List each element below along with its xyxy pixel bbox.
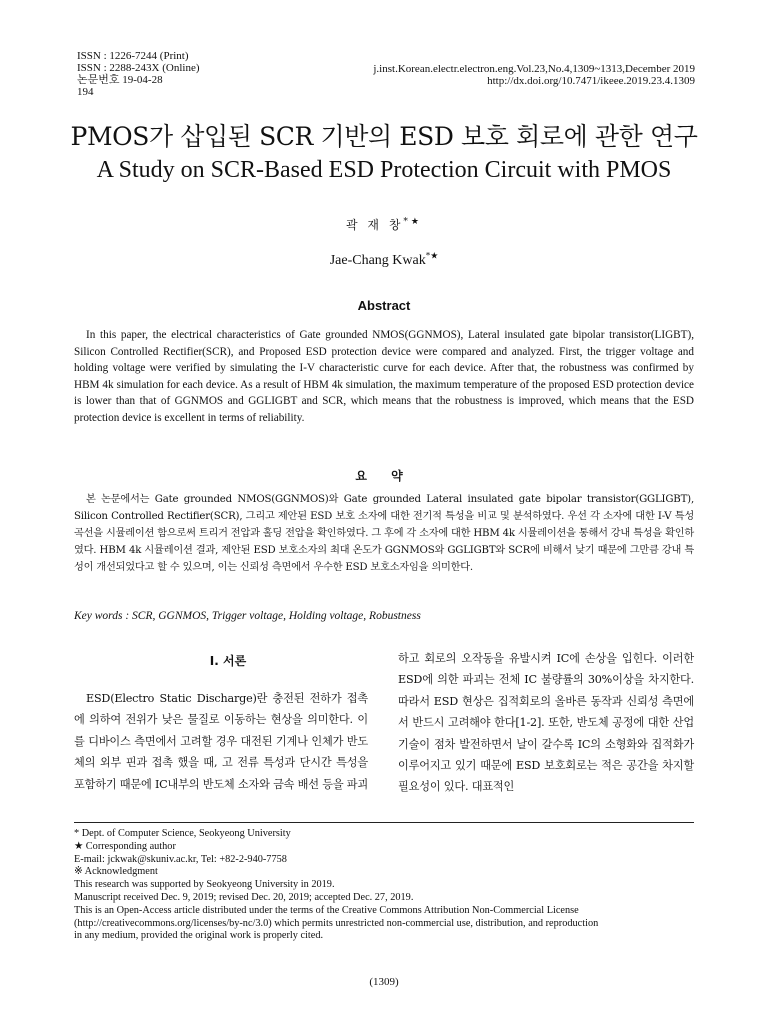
author-marks: *★ bbox=[403, 217, 422, 227]
journal-citation: j.inst.Korean.electr.electron.eng.Vol.23,No.4,1309~1313,December 2019 bbox=[373, 63, 695, 75]
footnote-license-1: This is an Open-Access article distributed under the terms of the Creative Commons Attribution Non-Commercial License bbox=[74, 904, 579, 916]
footnote-license-2: (http://creativecommons.org/licenses/by-nc/3.0) which permits unrestricted non-commercial use, distribution, and reproduction bbox=[74, 917, 599, 929]
footnote-corresponding: ★ Corresponding author bbox=[74, 840, 176, 852]
korean-abstract-text: 본 논문에서는 Gate grounded NMOS(GGNMOS)와 Gate grounded Lateral insulated gate bipolar transistor(GGLIGBT), Silicon Controlled Rectifier(SCR), 그리고 제안된 ESD 보호 소자에 대한 전기적 특성을 비교 및 분석하였다. 우선 각 소자에 대한 I-V 특성 곡선을 시뮬레이션 함으로써 트리거 전압과 홀딩 전압을 확인하였다. 그 후에 각 소자에 대한 HBM 4k 시뮬레이션을 통해서 강내 특성을 확인하였다. HBM 4k 시뮬레이션 결과, 제안된 ESD 보호소자의 최대 온도가 GGNMOS와 GGLIGBT와 SCR에 비해서 낮기 때문에 그만큼 강내 특성이 개선되었다고 할 수 있으며, 이는 신뢰성 측면에서 우수한 ESD 보호소자임을 의미한다. bbox=[74, 494, 694, 573]
body-right-column: 하고 회로의 오작동을 유발시켜 IC에 손상을 입힌다. 이러한 ESD에 의한 파괴는 전체 IC 불량률의 30%이상을 차지한다. 따라서 ESD 현상은 집적회로의 올바른 동작과 신뢰성 측면에서 반드시 고려해야 한다[1-2]. 또한, 반도체 공정에 대한 산업 기술이 점차 발전하면서 날이 갈수록 IC의 소형화와 집적화가 이루어지고 있기 때문에 ESD 보호회로는 적은 공간을 차지할 필요성이 있다. 대표적인 bbox=[398, 652, 694, 794]
author-english bbox=[0, 250, 768, 269]
title-english: A Study on SCR-Based ESD Protection Circuit with PMOS bbox=[96, 157, 672, 183]
author-korean bbox=[0, 216, 768, 233]
page-number: (1309) bbox=[369, 976, 399, 988]
section-heading: Ⅰ. 서론 bbox=[209, 654, 247, 668]
footnote-email: E-mail: jckwak@skuniv.ac.kr, Tel: +82-2-940-7758 bbox=[74, 853, 287, 865]
footnotes bbox=[74, 828, 696, 943]
footnote-ack-text: This research was supported by Seokyeong University in 2019. bbox=[74, 879, 335, 891]
issn-online: ISSN : 2288-243X (Online) bbox=[77, 62, 200, 74]
author-name-korean: 곽 재 창 bbox=[346, 218, 404, 232]
footnote-manuscript: Manuscript received Dec. 9, 2019; revised Dec. 20, 2019; accepted Dec. 27, 2019. bbox=[74, 891, 414, 903]
title-korean: PMOS가 삽입된 SCR 기반의 ESD 보호 회로에 관한 연구 bbox=[70, 122, 698, 151]
footnote-ack-label: ※ Acknowledgment bbox=[74, 866, 158, 878]
paper-number: 논문번호 19-04-28 bbox=[77, 74, 163, 86]
body-left-column: ESD(Electro Static Discharge)란 충전된 전하가 접촉에 의하여 전위가 낮은 물질로 이동하는 현상을 의미한다. 이를 디바이스 측면에서 고려할 경우 대전된 기계나 인체가 반도체의 외부 핀과 접촉 했을 때, 고 전류 특성과 단시간 특성을 포함하기 때문에 IC내부의 반도체 소자와 금속 배선 등을 파괴 bbox=[74, 692, 369, 791]
issn-block bbox=[77, 50, 200, 98]
serial-number: 194 bbox=[77, 86, 94, 98]
doi-link: http://dx.doi.org/10.7471/ikeee.2019.23.4.1309 bbox=[487, 75, 695, 87]
footnote-divider bbox=[74, 822, 694, 823]
keywords: Key words : SCR, GGNMOS, Trigger voltage, Holding voltage, Robustness bbox=[74, 610, 421, 622]
journal-info bbox=[373, 63, 695, 87]
footnote-dept: * Dept. of Computer Science, Seokyeong University bbox=[74, 828, 291, 839]
author-marks-english: *★ bbox=[425, 250, 439, 261]
korean-abstract-heading: 요 약 bbox=[355, 469, 413, 483]
abstract-heading: Abstract bbox=[357, 298, 411, 313]
footnote-license-3: in any medium, provided the original work is properly cited. bbox=[74, 930, 324, 942]
abstract-text: In this paper, the electrical characteristics of Gate grounded NMOS(GGNMOS), Lateral insulated gate bipolar transistor(LIGBT), Silicon Controlled Rectifier(SCR), and Proposed ESD protection device were compared and analyzed. First, the trigger voltage and holding voltage were verified by simulating the I-V characteristic curve for each device. After that, the robustness was confirmed by HBM 4k simulation for each device. As a result of HBM 4k simulation, the maximum temperature of the proposed ESD protection device is lower than that of GGNMOS and GGLIGBT and SCR, which means that the robustness is improved, which means that the ESD protection device is excellent in terms of reliability. bbox=[74, 329, 694, 424]
issn-print: ISSN : 1226-7244 (Print) bbox=[77, 50, 189, 62]
author-name-english: Jae-Chang Kwak bbox=[329, 253, 426, 268]
